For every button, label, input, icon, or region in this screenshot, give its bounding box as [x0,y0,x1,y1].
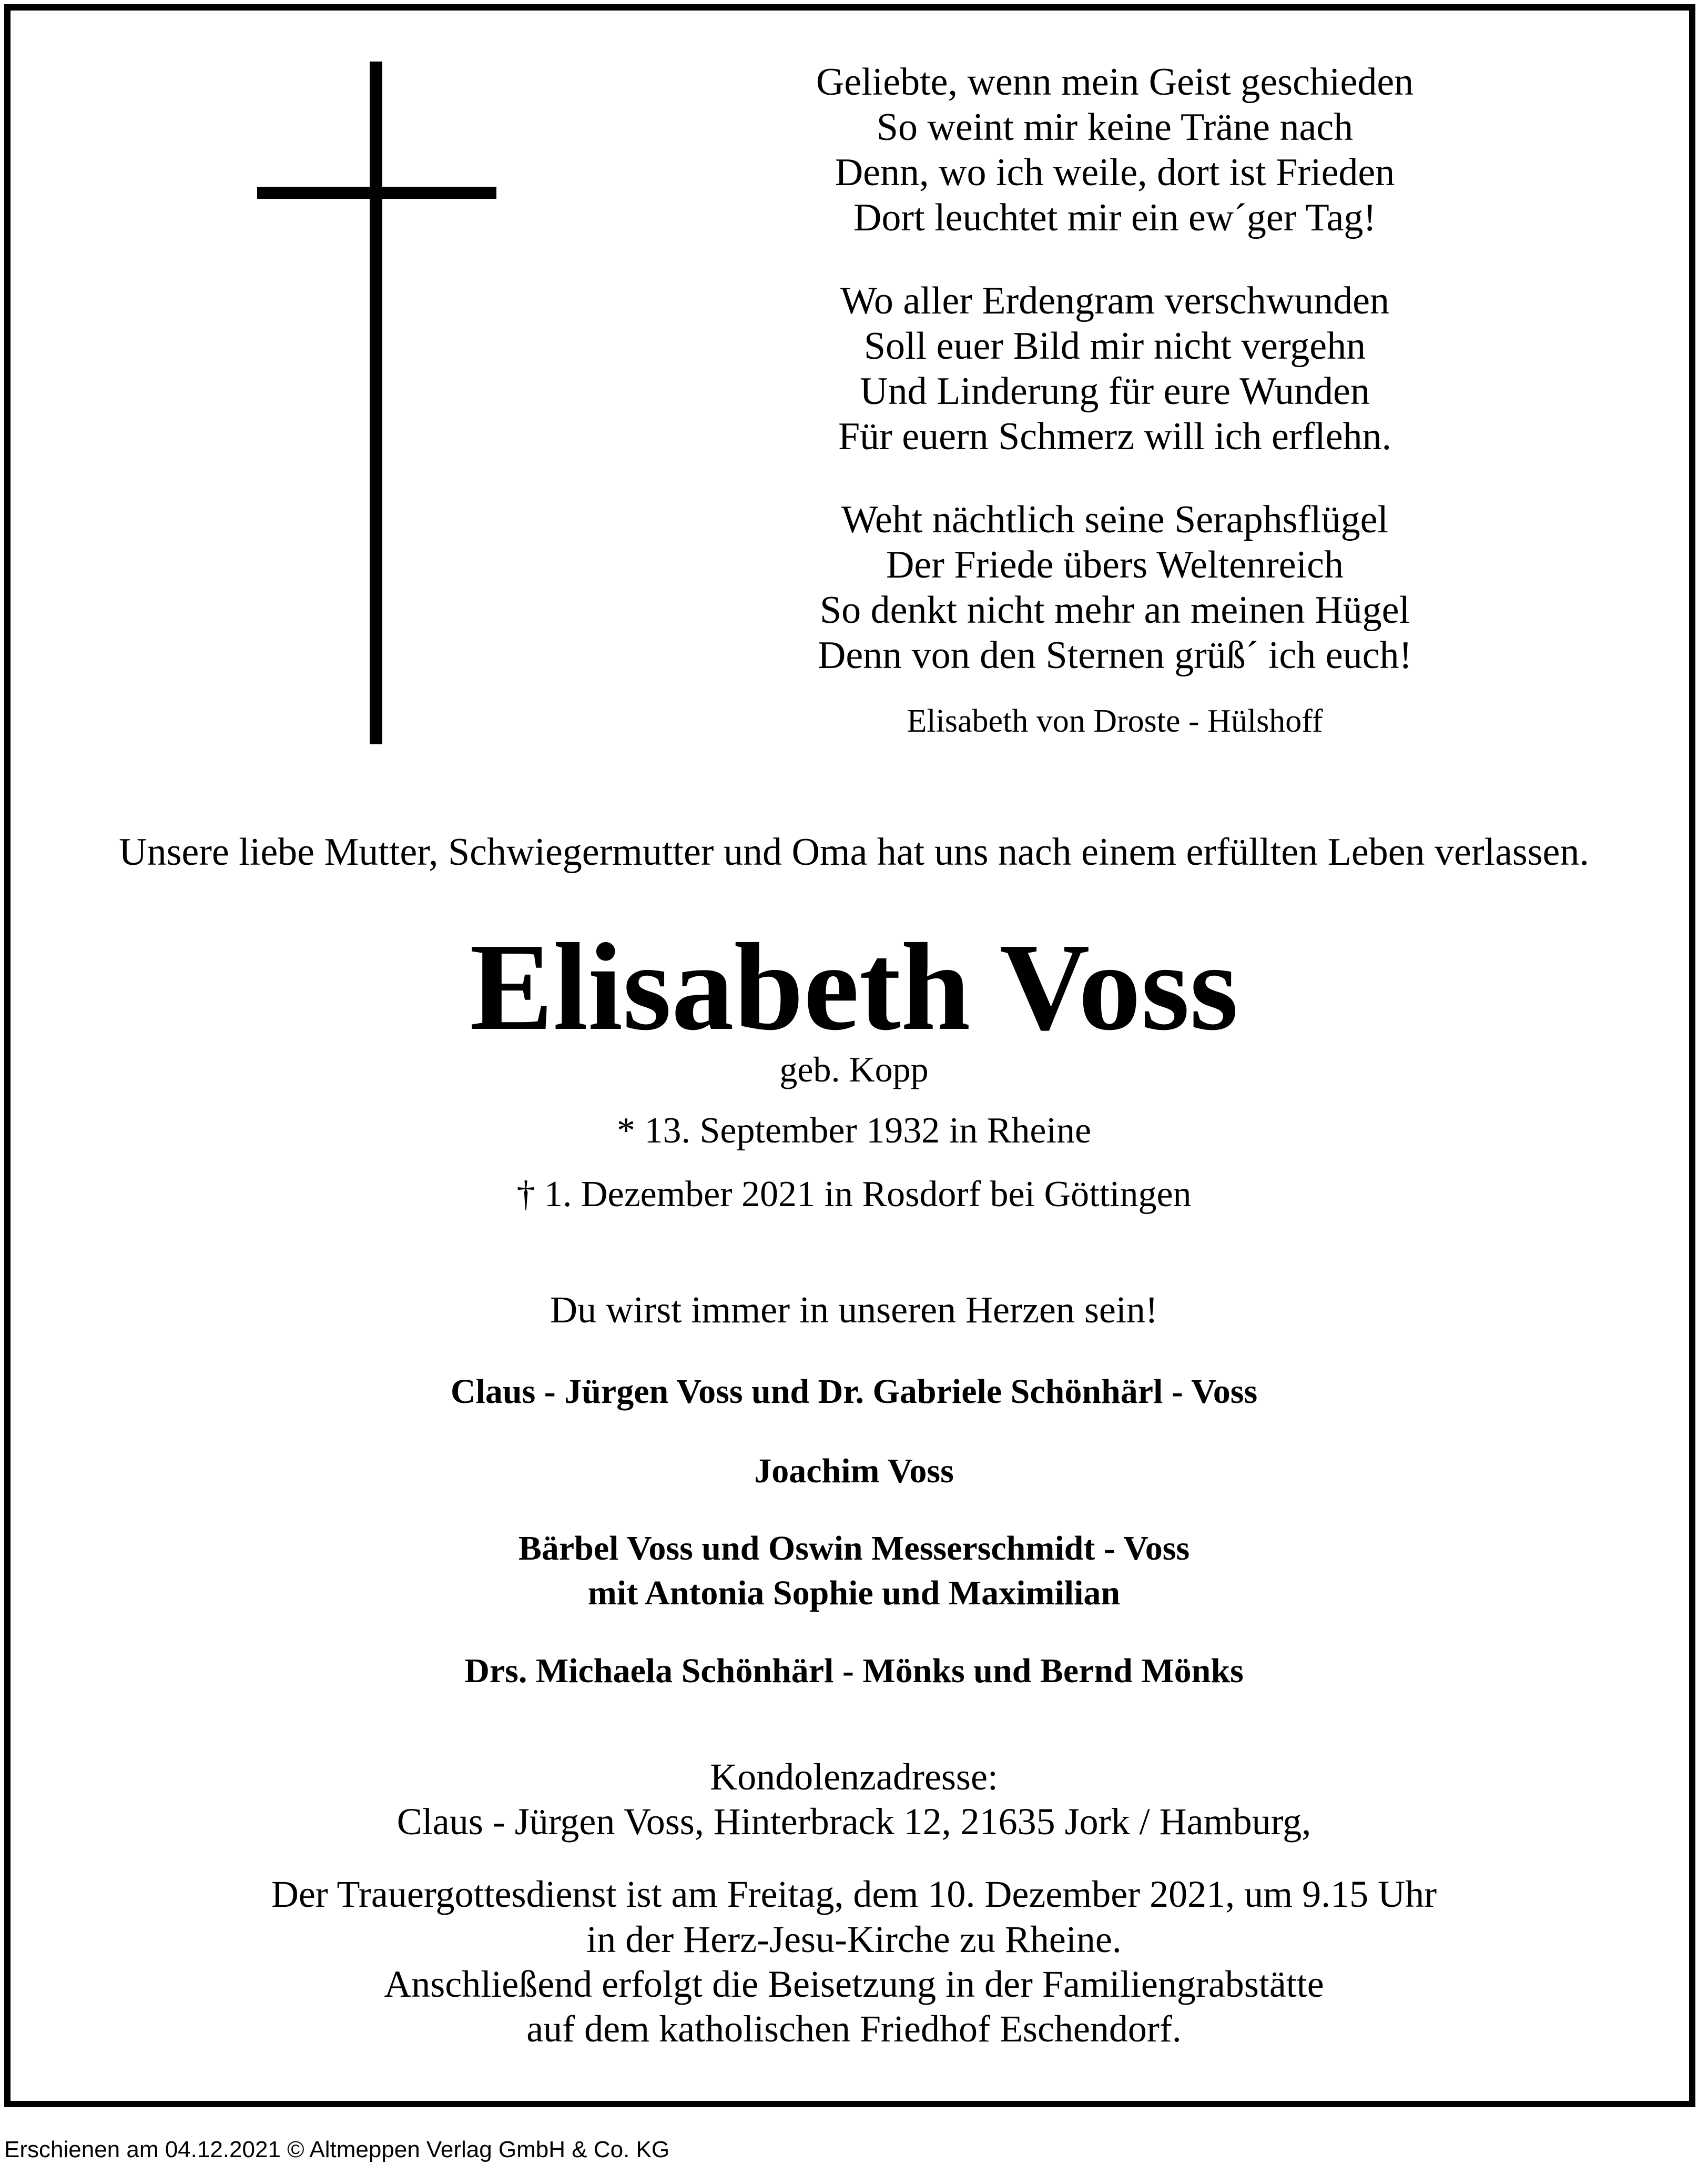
poem-line: Denn, wo ich weile, dort ist Frieden [835,151,1395,194]
poem-author: Elisabeth von Droste - Hülshoff [907,703,1323,739]
intro-text: Unsere liebe Mutter, Schwiegermutter und Oma hat uns nach einem erfüllten Leben verlassen. [119,831,1589,874]
poem-line: Für euern Schmerz will ich erflehn. [838,415,1392,458]
poem-line: Denn von den Sternen grüß´ ich euch! [817,634,1412,677]
service-line: in der Herz-Jesu-Kirche zu Rheine. [586,1918,1122,1960]
condolence-label: Kondolenzadresse: [710,1756,998,1798]
service-line: Der Trauergottesdienst ist am Freitag, dem 10. Dezember 2021, um 9.15 Uhr [271,1873,1437,1915]
mourner-line: Bärbel Voss und Oswin Messerschmidt - Voss [518,1529,1190,1568]
poem-line: Der Friede übers Weltenreich [886,543,1344,587]
poem-stanza [726,497,1504,678]
poem-line: Geliebte, wenn mein Geist geschieden [816,60,1414,104]
poem [726,59,1504,742]
poem-line: Wo aller Erdengram verschwunden [840,279,1390,322]
poem-line: Weht nächtlich seine Seraphsflügel [841,498,1388,541]
mourner-line: mit Antonia Sophie und Maximilian [587,1574,1121,1612]
maiden-name: geb. Kopp [779,1049,929,1089]
poem-stanza [726,59,1504,240]
mourner-line: Drs. Michaela Schönhärl - Mönks und Bernd Mönks [464,1652,1244,1690]
cross-icon [370,62,382,744]
poem-stanza [726,278,1504,459]
publication-footer: Erschienen am 04.12.2021 © Altmeppen Verlag GmbH & Co. KG [4,2137,670,2162]
service-line: Anschließend erfolgt die Beisetzung in der Familiengrabstätte [384,1963,1324,2005]
death-date: † 1. Dezember 2021 in Rosdorf bei Göttingen [516,1174,1192,1215]
poem-line: Und Linderung für eure Wunden [860,370,1370,413]
poem-line: So denkt nicht mehr an meinen Hügel [819,589,1410,632]
mourner-line: Joachim Voss [754,1452,954,1490]
mourner-line: Claus - Jürgen Voss und Dr. Gabriele Schönhärl - Voss [450,1372,1258,1411]
birth-date: * 13. September 1932 in Rheine [616,1110,1092,1151]
poem-line: So weint mir keine Träne nach [876,106,1354,149]
service-line: auf dem katholischen Friedhof Eschendorf. [526,2008,1182,2050]
poem-line: Dort leuchtet mir ein ew´ger Tag! [853,196,1377,239]
deceased-name: Elisabeth Voss [470,918,1238,1056]
motto: Du wirst immer in unseren Herzen sein! [550,1289,1158,1331]
condolence-address: Claus - Jürgen Voss, Hinterbrack 12, 21635 Jork / Hamburg, [396,1801,1312,1843]
poem-line: Soll euer Bild mir nicht vergehn [863,325,1366,368]
cross-icon-bar [257,187,496,199]
